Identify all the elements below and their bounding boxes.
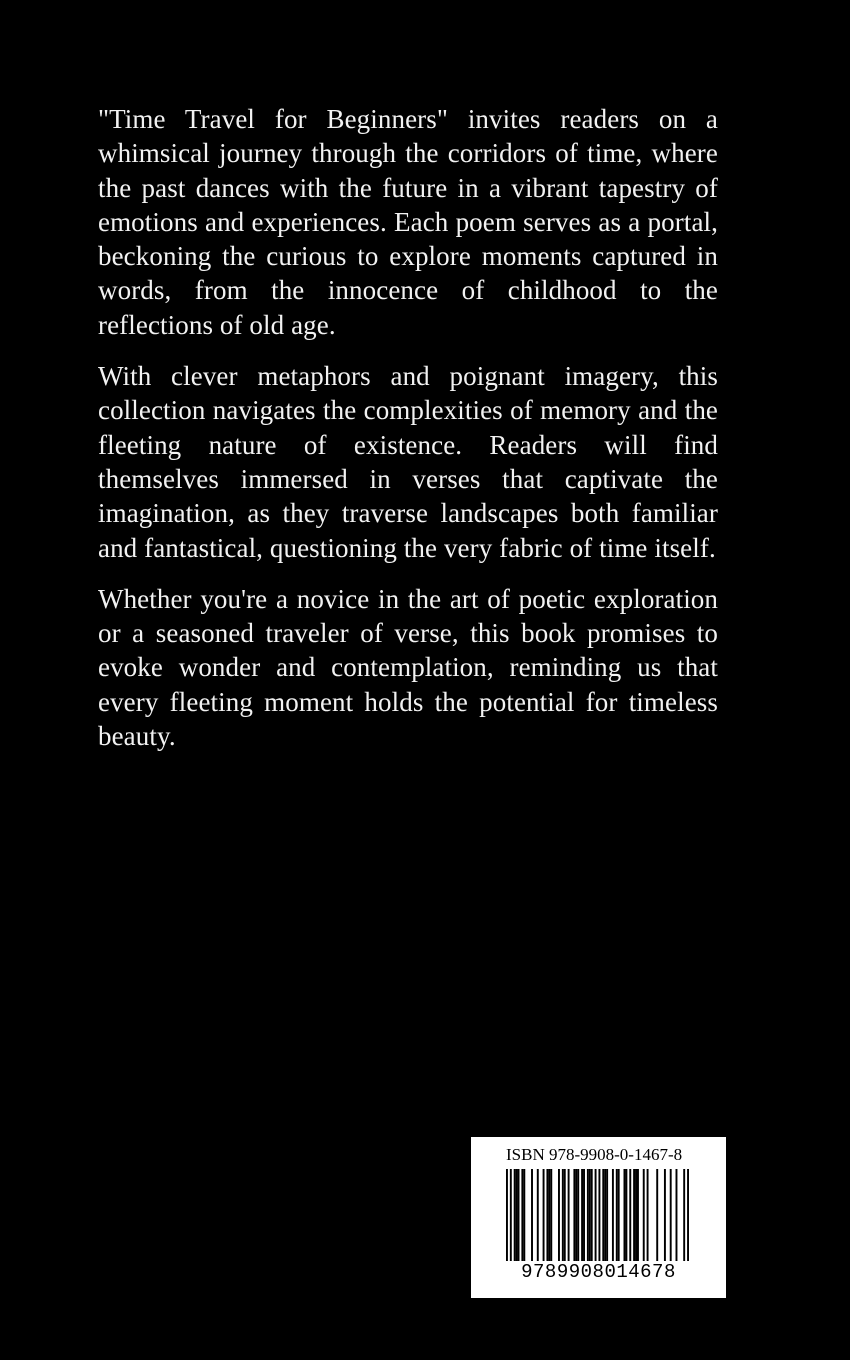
isbn-label: ISBN 978-9908-0-1467-8	[506, 1145, 683, 1164]
barcode-bar	[595, 1169, 597, 1261]
barcode-bar	[647, 1169, 649, 1261]
barcode-bar	[506, 1169, 508, 1261]
barcode-bar	[633, 1169, 635, 1261]
barcode-bar	[687, 1169, 689, 1261]
barcode-bar	[568, 1169, 570, 1261]
barcode-bar	[510, 1169, 512, 1261]
barcode-bar	[656, 1169, 658, 1261]
barcode-bar	[546, 1169, 548, 1261]
barcode-bar	[573, 1169, 575, 1261]
barcode-bar	[625, 1169, 627, 1261]
barcode-bar	[516, 1169, 518, 1261]
barcode-bar	[589, 1169, 591, 1261]
barcode-bar	[531, 1169, 533, 1261]
barcode-bar	[548, 1169, 550, 1261]
barcode-bar	[602, 1169, 604, 1261]
barcode-bar	[523, 1169, 525, 1261]
barcode-bar	[583, 1169, 585, 1261]
barcode-bar	[577, 1169, 579, 1261]
barcode-bar	[664, 1169, 666, 1261]
barcode-bar	[612, 1169, 614, 1261]
barcode-bar	[518, 1169, 520, 1261]
barcode-bar	[558, 1169, 560, 1261]
barcode-bar	[514, 1169, 516, 1261]
barcode-bar	[618, 1169, 620, 1261]
barcode-bar	[550, 1169, 552, 1261]
blurb-paragraph-2: With clever metaphors and poignant imagery, this collection navigates the complexities of memory and the fleeting nature of existence. Readers will find themselves immersed in verses that captivate the imagination, as they traverse landscapes both familiar and fantastical, questioning the very fabric of time itself.	[98, 361, 718, 563]
barcode-bar	[521, 1169, 523, 1261]
barcode-bar	[562, 1169, 564, 1261]
isbn-barcode-box	[471, 1137, 726, 1298]
barcode-bar	[581, 1169, 583, 1261]
barcode-bar	[598, 1169, 600, 1261]
barcode-bar	[606, 1169, 608, 1261]
barcode-bar	[591, 1169, 593, 1261]
barcode-bar	[629, 1169, 631, 1261]
barcode-bar	[543, 1169, 545, 1261]
blurb-paragraph-1: "Time Travel for Beginners" invites readers on a whimsical journey through the corridors of time, where the past dances with the future in a vibrant tapestry of emotions and experiences. Each poem serves as a portal, beckoning the curious to explore moments captured in words, from the innocence of childhood to the reflections of old age.	[98, 104, 718, 340]
barcode-bar	[637, 1169, 639, 1261]
barcode-bar	[564, 1169, 566, 1261]
barcode-bar	[587, 1169, 589, 1261]
barcode-bar	[537, 1169, 539, 1261]
barcode-bar	[604, 1169, 606, 1261]
barcode-bar	[670, 1169, 672, 1261]
barcode-bar	[676, 1169, 678, 1261]
barcode-bar	[575, 1169, 577, 1261]
barcode-bar	[643, 1169, 645, 1261]
blurb-paragraph-3: Whether you're a novice in the art of poetic exploration or a seasoned traveler of verse, this book promises to evoke wonder and contemplation, reminding us that every fleeting moment holds the potential for timeless beauty.	[98, 583, 718, 752]
barcode-bar	[624, 1169, 626, 1261]
barcode-bars	[506, 1169, 689, 1261]
book-blurb	[98, 102, 718, 770]
barcode-bar	[635, 1169, 637, 1261]
barcode-bar	[616, 1169, 618, 1261]
barcode-bar	[683, 1169, 685, 1261]
ean-digits: 9789908014678	[521, 1261, 676, 1283]
